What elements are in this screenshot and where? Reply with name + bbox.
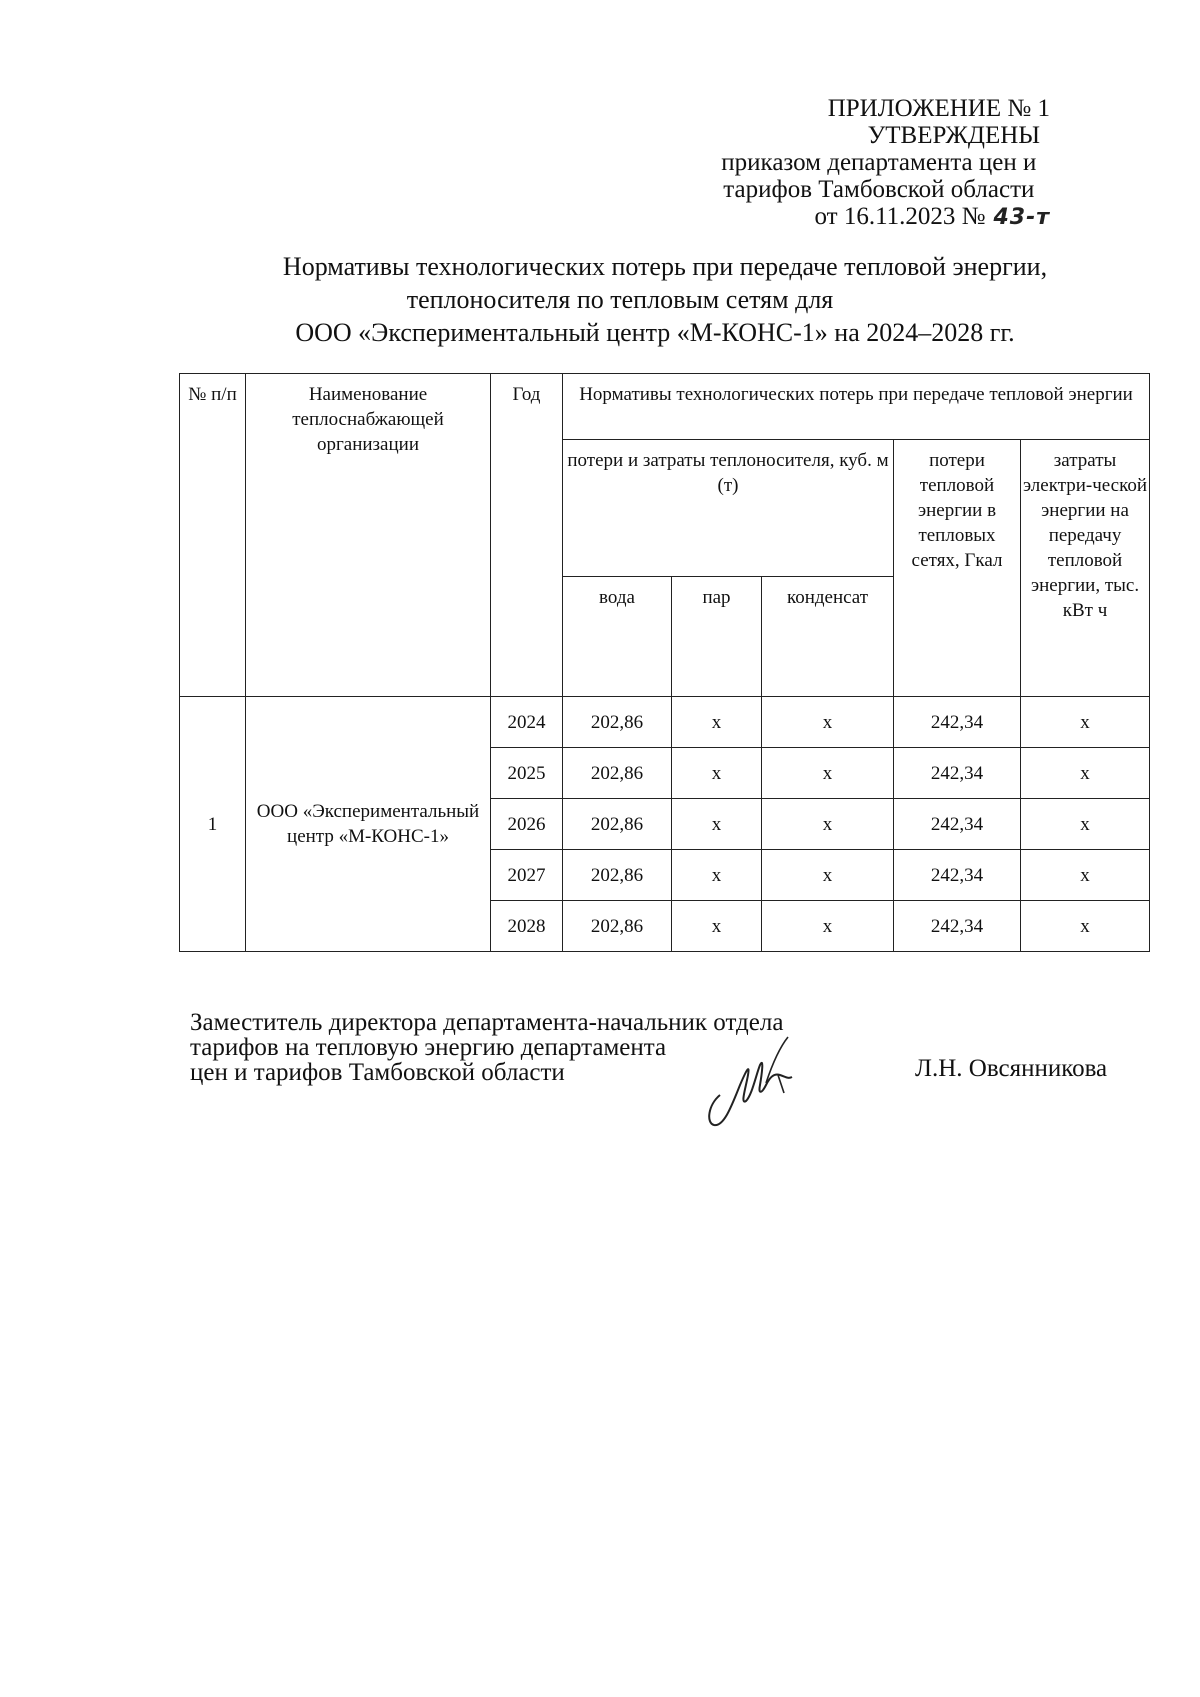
org-name-cell: ООО «Экспериментальный центр «М-КОНС-1» [246, 697, 491, 952]
col-header-steam: пар [672, 577, 762, 697]
position-line3: цен и тарифов Тамбовской области [190, 1059, 565, 1086]
condensate-cell: х [762, 697, 894, 748]
col-header-electric: затраты электри-ческой энергии на передачу тепловой энергии, тыс. кВт ч [1021, 440, 1150, 697]
row-num-cell: 1 [180, 697, 246, 952]
steam-cell: х [672, 697, 762, 748]
col-header-org: Наименование теплоснабжающей организации [246, 374, 491, 697]
order-line1: приказом департамента цен и [721, 149, 1037, 176]
appendix-label: ПРИЛОЖЕНИЕ № 1 [827, 95, 1050, 122]
title-line3: ООО «Экспериментальный центр «М-КОНС-1» на 2024–2028 гг. [295, 318, 1015, 347]
position-line2: тарифов на тепловую энергию департамента [190, 1034, 667, 1061]
position-line1: Заместитель директора департамента-начальник отдела [190, 1009, 784, 1036]
electric-cell: х [1021, 850, 1150, 901]
condensate-cell: х [762, 850, 894, 901]
handwritten-signature-icon [700, 1035, 810, 1130]
electric-cell: х [1021, 901, 1150, 952]
water-cell: 202,86 [563, 799, 672, 850]
norms-table [179, 373, 1150, 952]
steam-cell: х [672, 748, 762, 799]
condensate-cell: х [762, 799, 894, 850]
approved-label: УТВЕРЖДЕНЫ [867, 122, 1041, 149]
order-line2: тарифов Тамбовской области [723, 176, 1035, 203]
electric-cell: х [1021, 748, 1150, 799]
heat-cell: 242,34 [894, 748, 1021, 799]
col-header-num: № п/п [180, 374, 246, 697]
order-date: от 16.11.2023 № [814, 203, 986, 230]
table-row [180, 697, 1150, 748]
year-cell: 2024 [491, 697, 563, 748]
order-date-line [708, 203, 1050, 231]
heat-cell: 242,34 [894, 799, 1021, 850]
col-header-norms: Нормативы технологических потерь при передаче тепловой энергии [563, 374, 1150, 440]
signer-name: Л.Н. Овсянникова [915, 1055, 1108, 1082]
water-cell: 202,86 [563, 697, 672, 748]
steam-cell: х [672, 799, 762, 850]
document-title [0, 250, 1200, 349]
water-cell: 202,86 [563, 901, 672, 952]
year-cell: 2028 [491, 901, 563, 952]
heat-cell: 242,34 [894, 901, 1021, 952]
condensate-cell: х [762, 748, 894, 799]
year-cell: 2025 [491, 748, 563, 799]
water-cell: 202,86 [563, 850, 672, 901]
water-cell: 202,86 [563, 748, 672, 799]
heat-cell: 242,34 [894, 697, 1021, 748]
approval-header [708, 95, 1050, 231]
col-header-year: Год [491, 374, 563, 697]
electric-cell: х [1021, 697, 1150, 748]
steam-cell: х [672, 901, 762, 952]
heat-cell: 242,34 [894, 850, 1021, 901]
order-number: 43-т [993, 205, 1050, 230]
col-header-condensate: конденсат [762, 577, 894, 697]
col-header-heat: потери тепловой энергии в тепловых сетях, Гкал [894, 440, 1021, 697]
electric-cell: х [1021, 799, 1150, 850]
steam-cell: х [672, 850, 762, 901]
col-header-water: вода [563, 577, 672, 697]
title-line1: Нормативы технологических потерь при передаче тепловой энергии, [282, 252, 1048, 281]
signatory-position [190, 1010, 783, 1085]
year-cell: 2027 [491, 850, 563, 901]
col-header-coolant: потери и затраты теплоносителя, куб. м (т) [563, 440, 894, 577]
condensate-cell: х [762, 901, 894, 952]
title-line2: теплоносителя по тепловым сетям для [406, 285, 834, 314]
year-cell: 2026 [491, 799, 563, 850]
